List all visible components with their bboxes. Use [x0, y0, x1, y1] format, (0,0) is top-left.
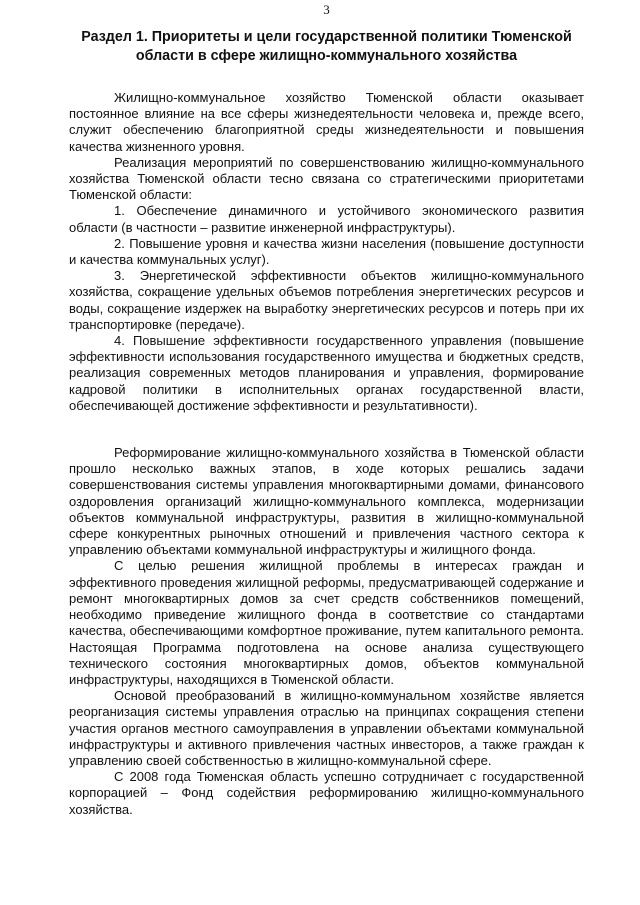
- paragraph: С 2008 года Тюменская область успешно сотрудничает с государственной корпорацией – Фонд содействия реформированию жилищно-коммунального хозяйства.: [69, 769, 584, 817]
- document-body: [69, 90, 584, 818]
- section-title: Раздел 1. Приоритеты и цели государственной политики Тюменской области в сфере жилищно-коммунального хозяйства: [81, 29, 572, 64]
- paragraph-gap: [69, 414, 584, 445]
- paragraph: Реформирование жилищно-коммунального хозяйства в Тюменской области прошло несколько важных этапов, в ходе которых решались задачи совершенствования системы управления многоквартирными домами, финансового оздоровления организаций жилищно-коммунального комплекса, модернизации объектов коммунальной инфраструктуры, развития в жилищно-коммунальной сфере конкурентных рыночных отношений и привлечения частного сектора к управлению объектами коммунальной инфраструктуры и жилищного фонда.: [69, 445, 584, 558]
- paragraph: Жилищно-коммунальное хозяйство Тюменской области оказывает постоянное влияние на все сферы жизнедеятельности человека и, прежде всего, служит обеспечению благоприятной среды жизнедеятельности и повышения качества жизненного уровня.: [69, 90, 584, 154]
- page-number: 3: [323, 2, 330, 17]
- paragraph: Реализация мероприятий по совершенствованию жилищно-коммунального хозяйства Тюменской области тесно связана со стратегическими приоритетами Тюменской области:: [69, 154, 584, 203]
- list-item: 2. Повышение уровня и качества жизни населения (повышение доступности и качества коммунальных услуг).: [69, 235, 584, 268]
- list-item: 4. Повышение эффективности государственного управления (повышение эффективности использования государственного имущества и бюджетных средств, реализация современных методов планирования и управления, формирование кадровой политики в исполнительных органах государственной власти, обеспечивающей достижение эффективности и результативности).: [69, 333, 584, 413]
- paragraph: Основой преобразований в жилищно-коммунальном хозяйстве является реорганизация системы управления отраслью на принципах сокращения степени участия органов местного самоуправления в управлении объектами коммунальной инфраструктуры и активного привлечения частных инвесторов, а также граждан к управлению своей собственностью в жилищно-коммунальной сфере.: [69, 688, 584, 768]
- list-item: 1. Обеспечение динамичного и устойчивого экономического развития области (в частности – развитие инженерной инфраструктуры).: [69, 203, 584, 235]
- list-item: 3. Энергетической эффективности объектов жилищно-коммунального хозяйства, сокращение удельных объемов потребления энергетических ресурсов и воды, сокращение издержек на выработку энергетических ресурсов и потерь при их транспортировке (передаче).: [69, 268, 584, 332]
- paragraph: С целью решения жилищной проблемы в интересах граждан и эффективного проведения жилищной реформы, предусматривающей содержание и ремонт многоквартирных домов за счет средств собственников помещений, необходимо приведение жилищного фонда в соответствие со стандартами качества, обеспечивающими комфортное проживание, путем капитального ремонта. Настоящая Программа подготовлена на основе анализа существующего технического состояния многоквартирных домов, объектов коммунальной инфраструктуры, находящихся в Тюменской области.: [69, 558, 584, 687]
